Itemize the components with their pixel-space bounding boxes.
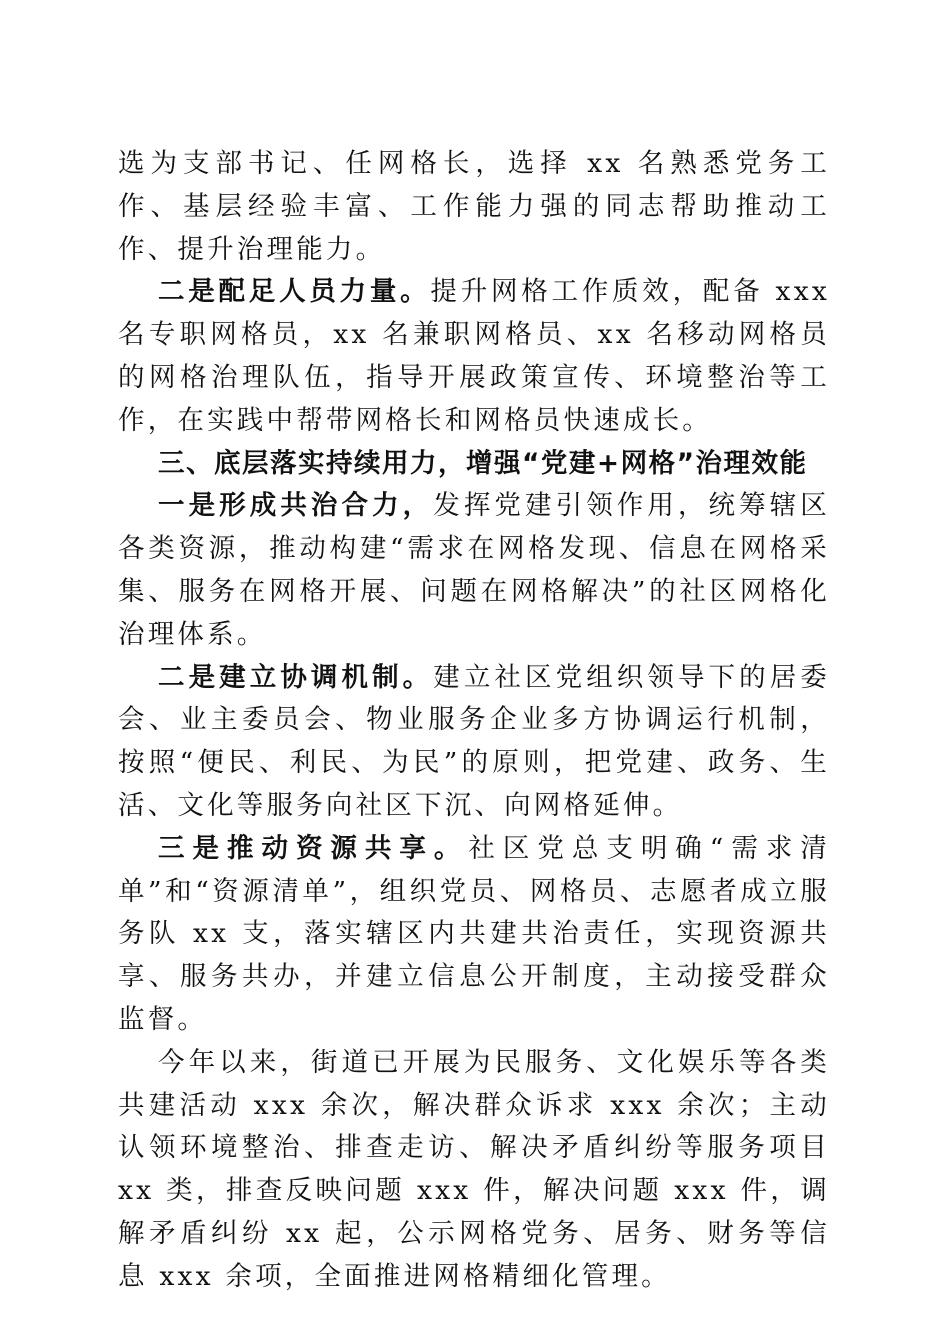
paragraph-coordination xyxy=(118,657,830,828)
paragraph-lead: 二是配足人员力量。 xyxy=(158,276,431,308)
paragraph-text: 今年以来，街道已开展为民服务、文化娱乐等各类共建活动 xxx 余次，解决群众诉求 xxx 余次；主动认领环境整治、排查走访、解决矛盾纠纷等服务项目 xx 类，排查反映问题 xxx 件，解决问题 xxx 件，调解矛盾纠纷 xx 起，公示网格党务、居务、财务等信息 xxx 余项，全面推进网格精细化管理。 xyxy=(118,1046,830,1292)
section-heading-text: 三、底层落实持续用力，增强“党建+网格”治理效能 xyxy=(158,447,808,479)
paragraph-continuation xyxy=(118,143,830,271)
paragraph-staffing xyxy=(118,271,830,442)
paragraph-summary xyxy=(118,1042,830,1299)
paragraph-joint-governance xyxy=(118,485,830,656)
paragraph-lead: 一是形成共治合力， xyxy=(158,490,434,522)
paragraph-lead: 二是建立协调机制。 xyxy=(158,661,434,693)
paragraph-text: 建立社区党组织领导下的居委会、业主委员会、物业服务企业多方协调运行机制，按照“便民、利民、为民”的原则，把党建、政务、生活、文化等服务向社区下沉、向网格延伸。 xyxy=(118,661,830,821)
paragraph-text: 发挥党建引领作用，统筹辖区各类资源，推动构建“需求在网格发现、信息在网格采集、服务在网格开展、问题在网格解决”的社区网格化治理体系。 xyxy=(118,490,830,650)
paragraph-resource-sharing xyxy=(118,828,830,1042)
paragraph-lead: 三是推动资源共享。 xyxy=(158,832,469,864)
document-page xyxy=(118,143,830,1299)
paragraph-text: 社区党总支明确“需求清单”和“资源清单”，组织党员、网格员、志愿者成立服务队 xx 支，落实辖区内共建共治责任，实现资源共享、服务共办，并建立信息公开制度，主动接受群众监督。 xyxy=(118,832,830,1035)
section-heading xyxy=(118,443,830,486)
paragraph-text: 提升网格工作质效，配备 xxx 名专职网格员，xx 名兼职网格员、xx 名移动网格员的网格治理队伍，指导开展政策宣传、环境整治等工作，在实践中帮带网格长和网格员快速成长。 xyxy=(118,276,830,436)
paragraph-text: 选为支部书记、任网格长，选择 xx 名熟悉党务工作、基层经验丰富、工作能力强的同志帮助推动工作、提升治理能力。 xyxy=(118,148,830,265)
